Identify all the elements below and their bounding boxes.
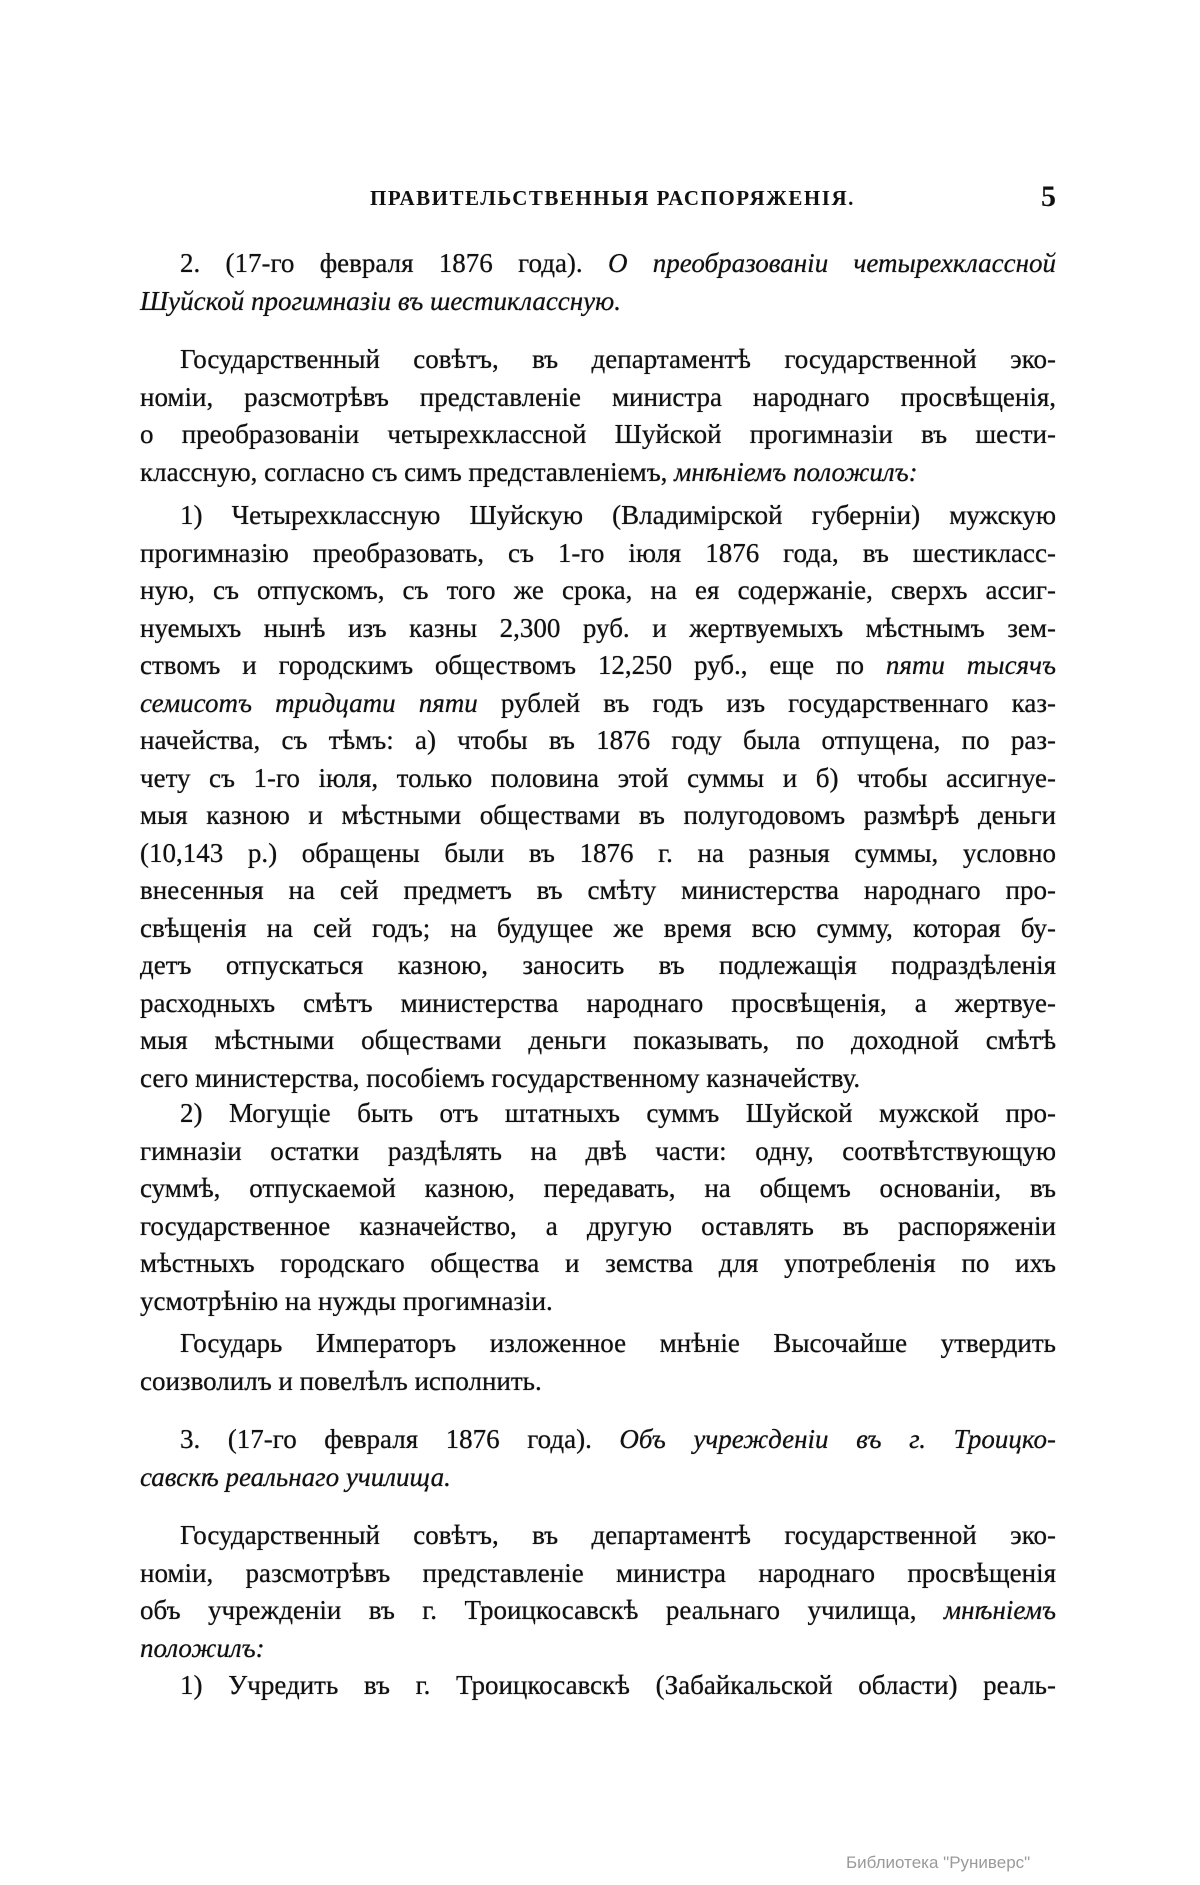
- section-3-preamble: [140, 1517, 1056, 1667]
- text: рублей въ годъ изъ государственнаго каз-: [477, 687, 1057, 718]
- text: ную, съ отпускомъ, съ того же срока, на ея содержаніе, сверхъ ассиг-: [140, 575, 1056, 605]
- italic-text: мнѣніемъ положилъ:: [674, 456, 918, 487]
- section-3-heading: [140, 1421, 1056, 1496]
- text: начейства, съ тѣмъ: а) чтобы въ 1876 году была отпущена, по раз-: [140, 725, 1056, 755]
- text-line: [140, 535, 1056, 573]
- text: Государственный совѣтъ, въ департаментѣ государственной эко-: [180, 344, 1056, 374]
- text: мѣстныхъ городскаго общества и земства для употребленія по ихъ: [140, 1248, 1056, 1278]
- text-line: [140, 1325, 1056, 1363]
- text-line: [140, 1363, 1056, 1401]
- text: 3. (17-го февраля 1876 года).: [180, 1424, 620, 1454]
- text-line: [140, 1060, 1056, 1098]
- text-line: [140, 1630, 1056, 1668]
- italic-text: Объ учрежденіи въ г. Троицко-: [619, 1424, 1056, 1454]
- text-line: [140, 1245, 1056, 1283]
- text-line: [140, 245, 1056, 283]
- text-line: [140, 416, 1056, 454]
- text-line: [140, 947, 1056, 985]
- section-3-item-1: [140, 1667, 1056, 1705]
- running-head: ПРАВИТЕЛЬСТВЕННЫЯ РАСПОРЯЖЕНІЯ.: [370, 186, 855, 210]
- text-line: [140, 985, 1056, 1023]
- text: усмотрѣнію на нужды прогимназіи.: [140, 1285, 553, 1316]
- text: мыя казною и мѣстными обществами въ полугодовомъ размѣрѣ деньги: [140, 800, 1056, 830]
- text: свѣщенія на сей годъ; на будущее же время всю сумму, которая бу-: [140, 912, 1056, 943]
- text-line: [140, 647, 1056, 685]
- watermark: Библиотека "Руниверс": [846, 1853, 1031, 1872]
- text: мыя мѣстными обществами деньги показывать, по доходной смѣтѣ: [140, 1025, 1056, 1055]
- text: номіи, разсмотрѣвъ представленіе министра народнаго просвѣщенія: [140, 1557, 1056, 1588]
- text-line: [140, 610, 1056, 648]
- text-line: [140, 797, 1056, 835]
- text-line: [140, 835, 1056, 873]
- section-2-preamble: [140, 341, 1056, 491]
- text-line: [140, 1592, 1056, 1630]
- text: государственное казначейство, а другую оставлять въ распоряженіи: [140, 1210, 1056, 1241]
- text: внесенныя на сей предметъ въ смѣту министерства народнаго про-: [140, 875, 1056, 905]
- italic-text: мнѣніемъ: [943, 1595, 1056, 1625]
- italic-text: Шуйской прогимназіи въ шестиклассную.: [140, 285, 621, 316]
- text-line: [140, 685, 1056, 723]
- text: гимназіи остатки раздѣлять на двѣ части: одну, соотвѣтствующую: [140, 1135, 1056, 1166]
- text: чету съ 1-го іюля, только половина этой суммы и б) чтобы ассигнуе-: [140, 762, 1056, 793]
- text-line: [140, 760, 1056, 798]
- text: Государь Императоръ изложенное мнѣніе Высочайше утвердить: [180, 1328, 1056, 1358]
- text-line: [140, 1283, 1056, 1321]
- text-line: [140, 1208, 1056, 1246]
- text: 2) Могущіе быть отъ штатныхъ суммъ Шуйской мужской про-: [180, 1098, 1056, 1128]
- text-line: [140, 572, 1056, 610]
- text-line: [140, 1170, 1056, 1208]
- text: детъ отпускаться казною, заносить въ подлежащія подраздѣленія: [140, 950, 1056, 980]
- text: Государственный совѣтъ, въ департаментѣ государственной эко-: [180, 1520, 1056, 1550]
- text-line: [140, 283, 1056, 321]
- text-line: [140, 454, 1056, 492]
- section-2-heading: [140, 245, 1056, 320]
- text-line: [140, 910, 1056, 948]
- text-line: [140, 341, 1056, 379]
- italic-text: положилъ:: [140, 1632, 265, 1663]
- text-line: [140, 722, 1056, 760]
- text: нуемыхъ нынѣ изъ казны 2,300 руб. и жертвуемыхъ мѣстнымъ зем-: [140, 612, 1056, 643]
- italic-text: савскѣ реальнаго училища.: [140, 1461, 451, 1492]
- text: сего министерства, пособіемъ государственному казначейству.: [140, 1062, 861, 1093]
- text-line: [140, 1421, 1056, 1459]
- italic-text: семисотъ тридцати пяти: [140, 687, 478, 718]
- page-number: 5: [1041, 180, 1056, 213]
- text-line: [140, 379, 1056, 417]
- text: прогимназію преобразовать, съ 1-го іюля 1876 года, въ шестикласс-: [140, 537, 1056, 568]
- text: 1) Четырехклассную Шуйскую (Владимірской губерніи) мужскую: [180, 500, 1056, 530]
- italic-text: О преобразованіи четырехклассной: [607, 248, 1057, 278]
- text-line: [140, 1667, 1056, 1705]
- section-2-approval: [140, 1325, 1056, 1400]
- text: (10,143 р.) обращены были въ 1876 г. на разныя суммы, условно: [140, 837, 1056, 868]
- text: ствомъ и городскимъ обществомъ 12,250 руб., еще по: [140, 650, 886, 680]
- text-line: [140, 1095, 1056, 1133]
- text: номіи, разсмотрѣвъ представленіе министра народнаго просвѣщенія,: [140, 381, 1056, 412]
- text-line: [140, 497, 1056, 535]
- text-line: [140, 1555, 1056, 1593]
- text: классную, согласно съ симъ представленіемъ,: [140, 456, 675, 487]
- text-line: [140, 1133, 1056, 1171]
- text: 2. (17-го февраля 1876 года).: [180, 248, 608, 278]
- text: объ учрежденіи въ г. Троицкосавскѣ реальнаго училища,: [140, 1595, 944, 1625]
- text: о преобразованіи четырехклассной Шуйской прогимназіи въ шести-: [140, 419, 1056, 449]
- italic-text: пяти тысячъ: [885, 650, 1056, 680]
- text: 1) Учредить въ г. Троицкосавскѣ (Забайкальской области) реаль-: [180, 1670, 1056, 1700]
- text-line: [140, 1517, 1056, 1555]
- text-line: [140, 1459, 1056, 1497]
- text: расходныхъ смѣтъ министерства народнаго просвѣщенія, а жертвуе-: [140, 987, 1056, 1018]
- text: соизволилъ и повелѣлъ исполнить.: [140, 1365, 542, 1396]
- section-2-item-1: [140, 497, 1056, 1097]
- section-2-item-2: [140, 1095, 1056, 1320]
- text-line: [140, 1022, 1056, 1060]
- text-line: [140, 872, 1056, 910]
- text: суммѣ, отпускаемой казною, передавать, на общемъ основаніи, въ: [140, 1173, 1056, 1203]
